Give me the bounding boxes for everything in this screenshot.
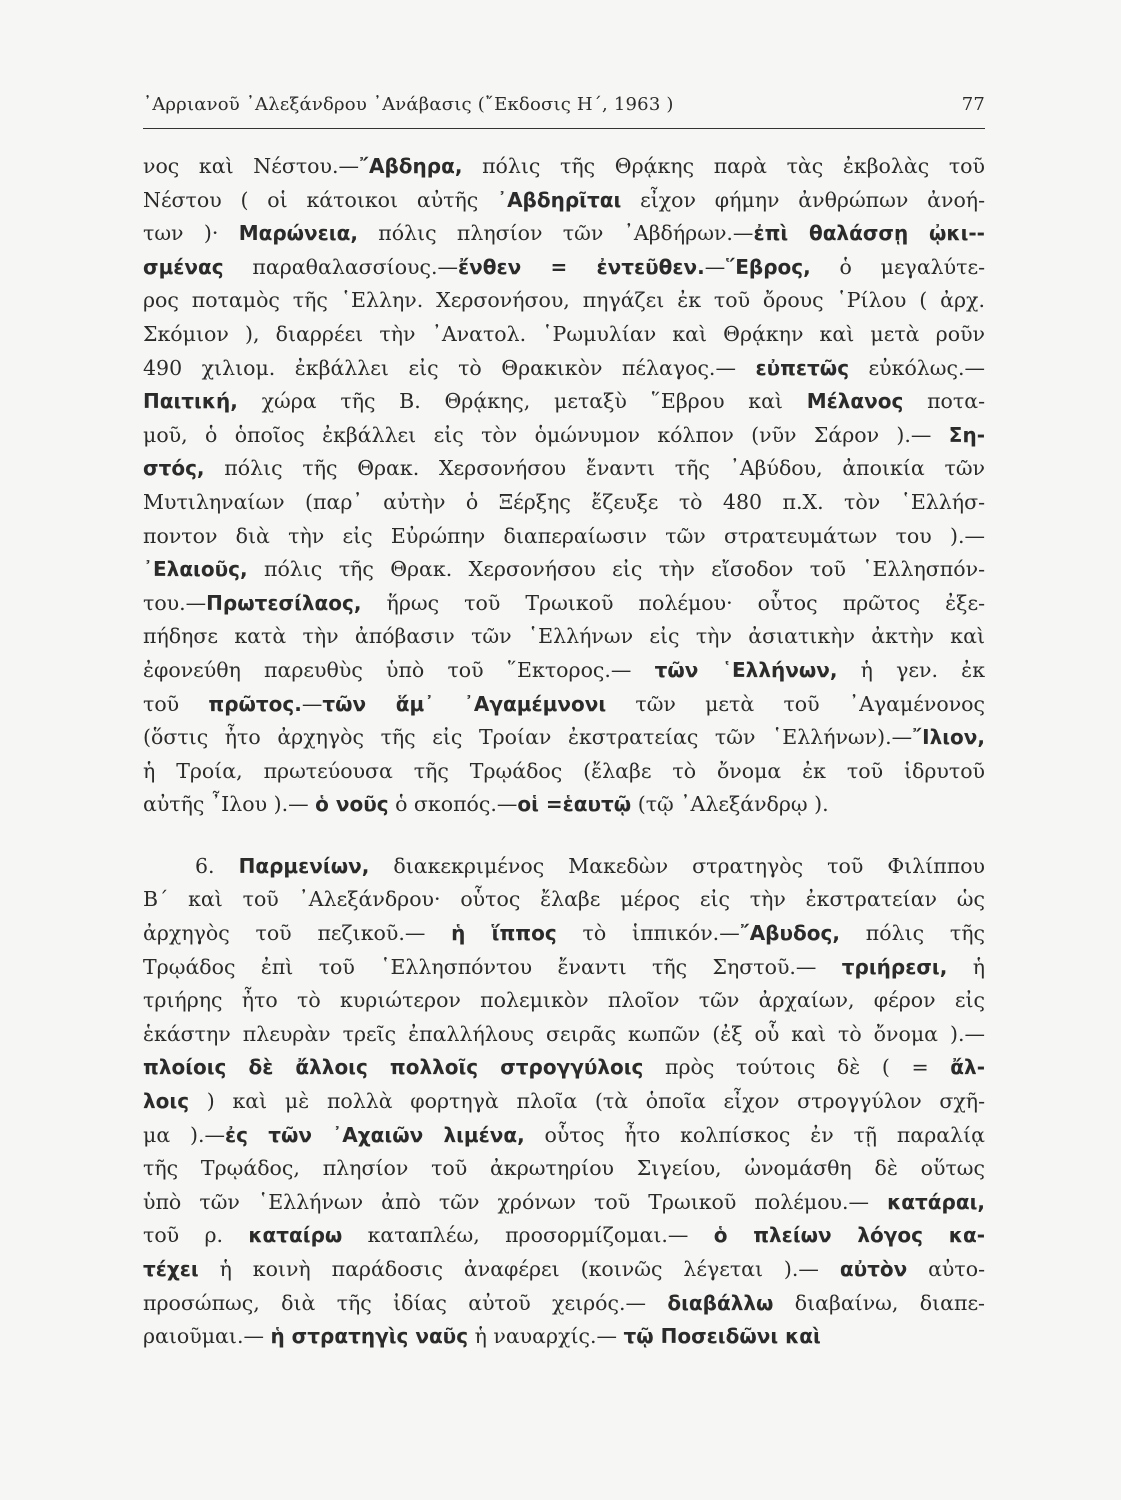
text-run: Τρῳάδος ἐπὶ τοῦ ῾Ελλησπόντου ἔναντι τῆς Σηστοῦ.— bbox=[143, 954, 842, 979]
bold-term: ἄλ- bbox=[950, 1055, 985, 1080]
text-line bbox=[143, 850, 985, 884]
text-line bbox=[143, 951, 985, 985]
text-run: εἶχον φήμην ἀνθρώπων ἀνοή- bbox=[621, 187, 985, 212]
text-run: ὑπὸ τῶν ῾Ελλήνων ἀπὸ τῶν χρόνων τοῦ Τρωικοῦ πολέμου.— bbox=[143, 1189, 888, 1214]
text-run: πρὸς τούτοις δὲ ( = bbox=[643, 1055, 951, 1080]
text-line bbox=[143, 721, 985, 755]
bold-term: ῎Ιλιον, bbox=[912, 725, 985, 750]
text-run: πόλις τῆς Θρακ. Χερσονήσου εἰς τὴν εἴσοδον τοῦ ῾Ελλησπόν- bbox=[247, 557, 985, 582]
text-run: του.— bbox=[143, 590, 207, 615]
bold-term: ἡ στρατηγὶς ναῦς bbox=[270, 1324, 469, 1349]
text-run: ποτα- bbox=[903, 389, 985, 414]
text-run: πόλις πλησίον τῶν ᾿Αβδήρων.— bbox=[357, 221, 754, 246]
bold-term: στός, bbox=[143, 456, 205, 481]
bold-term: ᾿Αβδηρῖται bbox=[497, 187, 622, 212]
text-line bbox=[143, 917, 985, 951]
text-line bbox=[143, 620, 985, 654]
bold-term: λοις bbox=[143, 1089, 190, 1114]
text-line bbox=[143, 251, 985, 285]
text-run: μα ).— bbox=[143, 1122, 225, 1147]
text-run: πόλις τῆς Θρᾴκης παρὰ τὰς ἐκβολὰς τοῦ bbox=[462, 154, 985, 178]
text-line bbox=[143, 1320, 985, 1354]
text-run: διακεκριμένος Μακεδὼν στρατηγὸς τοῦ Φιλίππου bbox=[369, 853, 985, 878]
text-run: διαβαίνω, διαπε- bbox=[773, 1290, 985, 1315]
text-run: Σκόμιον ), διαρρέει τὴν ᾿Ανατολ. ῾Ρωμυλίαν καὶ Θρᾴκην καὶ μετὰ ροῦν bbox=[143, 321, 985, 346]
text-line bbox=[143, 486, 985, 520]
text-run: Β΄ καὶ τοῦ ᾿Αλεξάνδρου· οὗτος ἔλαβε μέρος εἰς τὴν ἐκστρατείαν ὡς bbox=[143, 887, 985, 912]
bold-term: ἡ ἵππος bbox=[451, 921, 557, 946]
bold-term: κατάραι, bbox=[887, 1189, 985, 1214]
bold-term: Παιτική, bbox=[143, 389, 238, 414]
text-run: ἡ Τροία, πρωτεύουσα τῆς Τρῳάδος (ἔλαβε τὸ ὄνομα ἐκ τοῦ ἱδρυτοῦ bbox=[143, 758, 985, 783]
bold-term: ῎Αβυδος, bbox=[739, 921, 840, 946]
text-line bbox=[143, 1186, 985, 1220]
text-run: 490 χιλιομ. ἐκβάλλει εἰς τὸ Θρακικὸν πέλαγος.— bbox=[143, 355, 756, 380]
text-line bbox=[143, 385, 985, 419]
text-run: μοῦ, ὁ ὁποῖος ἐκβάλλει εἰς τὸν ὁμώνυμον κόλπον (νῦν Σάρον ).— bbox=[143, 422, 949, 447]
text-line bbox=[143, 1287, 985, 1321]
text-line bbox=[143, 184, 985, 218]
text-line bbox=[143, 788, 985, 822]
bold-term: ἔνθεν = ἐντεῦθεν. bbox=[458, 254, 705, 279]
text-run: πόλις τῆς Θρακ. Χερσονήσου ἔναντι τῆς ᾿Αβύδου, ἀποικία τῶν bbox=[204, 456, 985, 481]
bold-term: ῎Αβδηρα, bbox=[358, 154, 463, 178]
bold-term: οἱ =ἑαυτῷ bbox=[517, 792, 632, 817]
text-run: τριήρης ἦτο τὸ κυριώτερον πολεμικὸν πλοῖον τῶν ἀρχαίων, φέρον εἰς bbox=[143, 988, 985, 1013]
text-run: εὐκόλως.— bbox=[849, 355, 985, 380]
bold-term: πλοίοις δὲ ἄλλοις πολλοῖς στρογγύλοις bbox=[143, 1055, 644, 1080]
text-line bbox=[143, 654, 985, 688]
text-line bbox=[143, 452, 985, 486]
bold-term: τῶν ῾Ελλήνων, bbox=[654, 657, 838, 682]
text-run: τῆς Τρῳάδος, πλησίον τοῦ ἀκρωτηρίου Σιγείου, ὠνομάσθη δὲ οὕτως bbox=[143, 1156, 985, 1181]
text-line bbox=[143, 688, 985, 722]
text-run: ὁ σκοπός.— bbox=[388, 792, 518, 817]
text-run: τοῦ bbox=[143, 691, 209, 716]
text-run: οὗτος ἦτο κολπίσκος ἐν τῇ παραλίᾳ bbox=[524, 1122, 985, 1147]
text-run: ἀρχηγὸς τοῦ πεζικοῦ.— bbox=[143, 921, 452, 946]
text-run: (ὅστις ἦτο ἀρχηγὸς τῆς εἰς Τροίαν ἐκστρατείας τῶν ῾Ελλήνων).— bbox=[143, 725, 913, 750]
bold-term: τέχει bbox=[143, 1257, 199, 1281]
text-run: καταπλέω, προσορμίζομαι.— bbox=[342, 1223, 714, 1248]
bold-term: Μαρώνεια, bbox=[238, 221, 358, 246]
text-body bbox=[143, 150, 985, 1354]
text-line bbox=[143, 587, 985, 621]
bold-term: ῞Εβρος, bbox=[725, 254, 811, 279]
bold-term: ἐπὶ θαλάσσῃ ᾠκι-- bbox=[753, 221, 985, 246]
text-run: των )· bbox=[143, 221, 239, 246]
text-line bbox=[143, 1119, 985, 1153]
text-run: (τῷ ᾿Αλεξάνδρῳ ). bbox=[631, 792, 829, 817]
text-line bbox=[143, 352, 985, 386]
text-run: Νέστου ( οἱ κάτοικοι αὐτῆς bbox=[143, 187, 498, 212]
page-number: 77 bbox=[961, 94, 985, 115]
text-run: αὐτῆς ῏Ιλου ).— bbox=[143, 792, 316, 817]
bold-term: Μέλανος bbox=[806, 389, 904, 414]
paragraph-gap bbox=[143, 822, 985, 850]
text-line bbox=[143, 883, 985, 917]
bold-term: διαβάλλω bbox=[667, 1290, 774, 1315]
bold-term: τριήρεσι, bbox=[841, 954, 948, 979]
text-run: ἑκάστην πλευρὰν τρεῖς ἐπαλλήλους σειρᾶς κωπῶν (ἐξ οὗ καὶ τὸ ὄνομα ).— bbox=[143, 1021, 985, 1046]
bold-term: τῷ Ποσειδῶνι καὶ bbox=[623, 1324, 821, 1349]
text-line bbox=[143, 217, 985, 251]
paragraph bbox=[143, 850, 985, 1354]
text-line bbox=[143, 150, 985, 184]
text-line bbox=[143, 553, 985, 587]
bold-term: ὁ πλείων λόγος κα- bbox=[713, 1223, 985, 1248]
text-run: ἡ ναυαρχίς.— bbox=[468, 1324, 624, 1349]
text-run: ) καὶ μὲ πολλὰ φορτηγὰ πλοῖα (τὰ ὁποῖα εἶχον στρογγύλον σχῆ- bbox=[189, 1089, 985, 1114]
text-run: ἡ γεν. ἐκ bbox=[837, 657, 985, 682]
text-line bbox=[143, 1219, 985, 1253]
text-line bbox=[143, 755, 985, 789]
text-line bbox=[143, 1051, 985, 1085]
paragraph bbox=[143, 150, 985, 822]
bold-term: τῶν ἅμ᾽ ᾿Αγαμέμνονι bbox=[322, 691, 607, 716]
text-run: τὸ ἱππικόν.— bbox=[556, 921, 740, 946]
text-run: προσώπως, διὰ τῆς ἰδίας αὐτοῦ χειρός.— bbox=[143, 1290, 668, 1315]
bold-term: Πρωτεσίλαος, bbox=[206, 590, 362, 615]
text-run: χώρα τῆς Β. Θρᾴκης, μεταξὺ ῞Εβρου καὶ bbox=[237, 389, 807, 414]
text-run: πόλις τῆς bbox=[839, 921, 985, 946]
text-run: ἡ κοινὴ παράδοσις ἀναφέρει (κοινῶς λέγεται ).— bbox=[198, 1257, 840, 1281]
text-line bbox=[143, 984, 985, 1018]
text-run: ρος ποταμὸς τῆς ῾Ελλην. Χερσονήσου, πηγάζει ἐκ τοῦ ὄρους ῾Ρίλου ( ἀρχ. bbox=[143, 288, 985, 313]
text-run: αὐτο- bbox=[907, 1257, 985, 1281]
text-run: τῶν μετὰ τοῦ ᾿Αγαμένονος bbox=[606, 691, 985, 716]
bold-term: καταίρω bbox=[248, 1223, 343, 1248]
bold-term: σμένας bbox=[143, 254, 224, 279]
text-run: παραθαλασσίους.— bbox=[223, 254, 458, 279]
header-title: ᾿Αρριανοῦ ᾿Αλεξάνδρου ᾿Ανάβασις (῎Εκδοσις Η΄, 1963 ) bbox=[143, 94, 674, 115]
text-run: ἥρως τοῦ Τρωικοῦ πολέμου· οὗτος πρῶτος ἐξε- bbox=[361, 590, 985, 615]
text-run: νος καὶ Νέστου.— bbox=[143, 154, 359, 178]
document-page bbox=[143, 88, 985, 1349]
bold-term: αὐτὸν bbox=[839, 1257, 908, 1281]
text-run: τοῦ ρ. bbox=[143, 1223, 249, 1248]
text-line bbox=[143, 1018, 985, 1052]
bold-term: πρῶτος. bbox=[208, 691, 302, 716]
text-line bbox=[143, 1253, 985, 1287]
text-run: ὁ μεγαλύτε- bbox=[810, 254, 985, 279]
text-line bbox=[143, 419, 985, 453]
text-run: ἡ bbox=[947, 954, 985, 979]
bold-term: ἐς τῶν ᾿Αχαιῶν λιμένα, bbox=[225, 1122, 525, 1147]
running-header bbox=[143, 88, 985, 129]
text-run: — bbox=[301, 691, 323, 716]
bold-term: Παρμενίων, bbox=[238, 853, 370, 878]
text-line bbox=[143, 1152, 985, 1186]
text-line bbox=[143, 284, 985, 318]
bold-term: εὐπετῶς bbox=[755, 355, 850, 380]
bold-term: ὁ νοῦς bbox=[315, 792, 389, 817]
text-run: Μυτιληναίων (παρ᾽ αὐτὴν ὁ Ξέρξης ἔζευξε τὸ 480 π.Χ. τὸν ῾Ελλήσ- bbox=[143, 489, 985, 514]
text-run: 6. bbox=[195, 853, 239, 878]
text-line bbox=[143, 520, 985, 554]
text-run: ποντον διὰ τὴν εἰς Εὐρώπην διαπεραίωσιν τῶν στρατευμάτων του ).— bbox=[143, 523, 985, 548]
text-run: ραιοῦμαι.— bbox=[143, 1324, 271, 1349]
text-run: — bbox=[704, 254, 726, 279]
bold-term: ᾿Ελαιοῦς, bbox=[143, 557, 248, 582]
text-line bbox=[143, 1085, 985, 1119]
text-run: πήδησε κατὰ τὴν ἀπόβασιν τῶν ῾Ελλήνων εἰς τὴν ἀσιατικὴν ἀκτὴν καὶ bbox=[143, 624, 985, 649]
bold-term: Ση- bbox=[948, 422, 985, 447]
text-run: ἐφονεύθη παρευθὺς ὑπὸ τοῦ ῞Εκτορος.— bbox=[143, 657, 655, 682]
text-line bbox=[143, 318, 985, 352]
